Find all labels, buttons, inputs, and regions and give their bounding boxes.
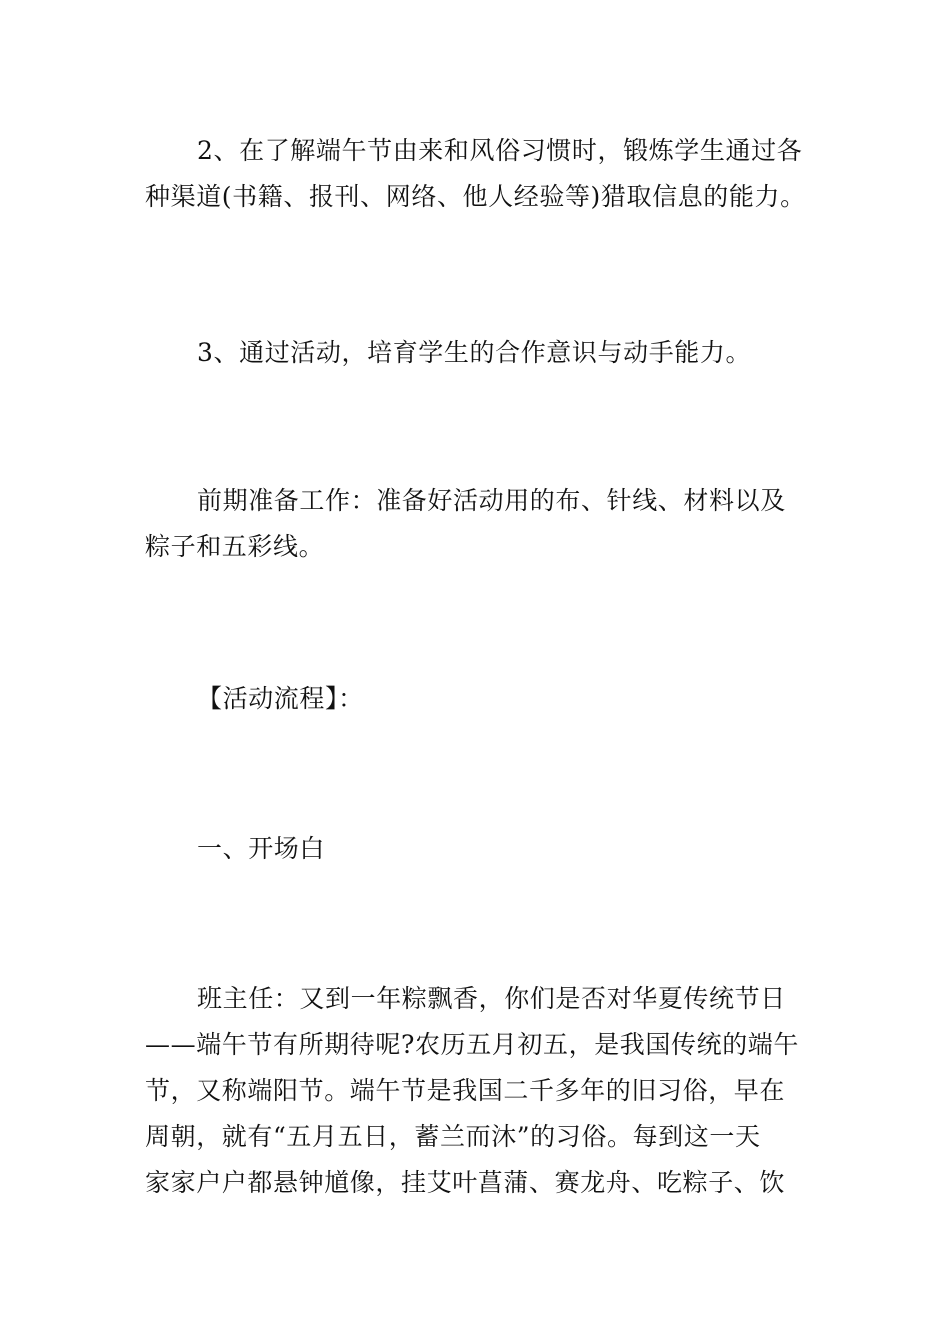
paragraph-line: 【活动流程】： [197, 684, 364, 713]
activity-flow-heading [145, 676, 810, 722]
paragraph-line: ——端午节有所期待呢?农历五月初五，是我国传统的端午 [145, 1030, 800, 1059]
preparation-paragraph [145, 478, 810, 570]
opening-section-heading [145, 826, 810, 872]
paragraph-line: 种渠道(书籍、报刊、网络、他人经验等)猎取信息的能力。 [145, 182, 806, 211]
paragraph-line: 一、开场白 [197, 834, 326, 863]
paragraph-line: 前期准备工作：准备好活动用的布、针线、材料以及 [197, 486, 786, 515]
teacher-speech-paragraph [145, 976, 810, 1206]
paragraph-line: 粽子和五彩线。 [145, 532, 325, 561]
paragraph-line: 家家户户都悬钟馗像，挂艾叶菖蒲、赛龙舟、吃粽子、饮 [145, 1168, 786, 1197]
paragraph-line: 周朝，就有“五月五日，蓄兰而沐”的习俗。每到这一天 [145, 1122, 761, 1151]
paragraph-line: 节，又称端阳节。端午节是我国二千多年的旧习俗，早在 [145, 1076, 786, 1105]
objective-2-paragraph [145, 128, 810, 220]
objective-3-paragraph [145, 330, 810, 376]
paragraph-line: 2、在了解端午节由来和风俗习惯时，锻炼学生通过各 [197, 136, 803, 165]
paragraph-line: 3、通过活动，培育学生的合作意识与动手能力。 [197, 338, 752, 367]
paragraph-line: 班主任：又到一年粽飘香，你们是否对华夏传统节日 [197, 984, 786, 1013]
